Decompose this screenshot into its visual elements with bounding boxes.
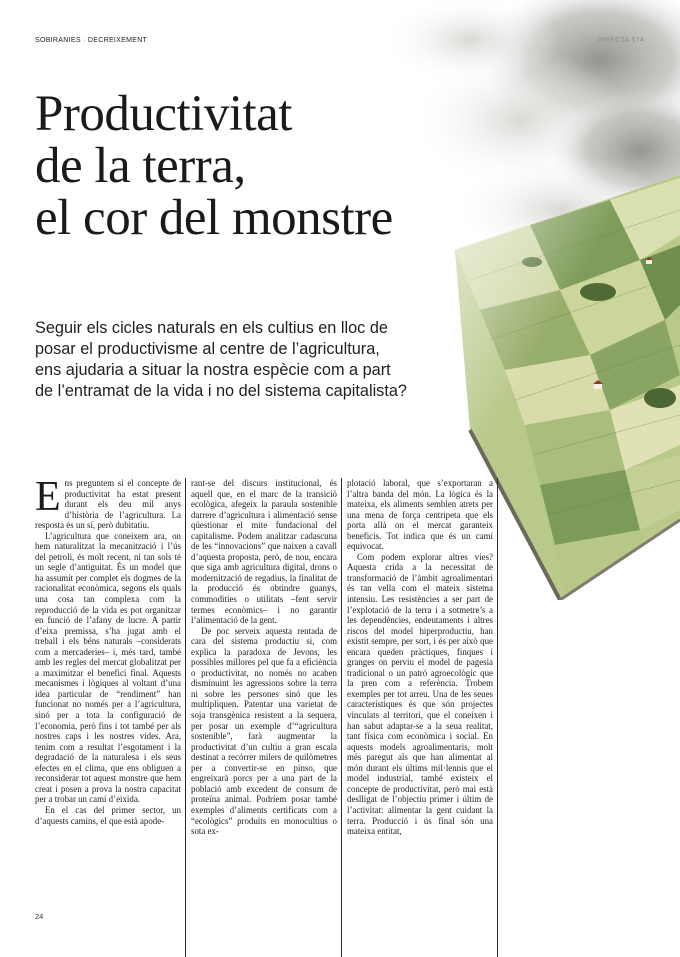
drop-cap: E <box>35 474 61 520</box>
body-paragraph: plotació laboral, que s’exportaran a l’altra banda del món. La lògica és la mateixa, els aliments semblen atrets per una mena de força centrípeta que els porta allà on el mercat garanteix beneficis. Tot indica que és un camí equivocat. <box>347 478 493 552</box>
body-column-1 <box>35 474 181 826</box>
body-paragraph: En el cas del primer sector, un d’aquests camins, el que està apode- <box>35 804 181 826</box>
title-line: el cor del monstre <box>35 190 393 246</box>
article-title <box>35 88 393 244</box>
title-line: de la terra, <box>35 138 246 194</box>
lead-line: ens ajudaria a situar la nostra espècie com a part <box>35 361 391 379</box>
lead-line: de l’entramat de la vida i no del sistema capitalista? <box>35 382 407 400</box>
lead-line: posar el productivisme al centre de l’agricultura, <box>35 340 380 358</box>
column-rule <box>185 478 186 957</box>
lead-line: Seguir els cicles naturals en els cultius en lloc de <box>35 319 388 337</box>
body-paragraph: Com podem explorar altres vies? Aquesta crida a la necessitat de transformació de l’àmbit agroalimentari és tan vella com el mateix sistema intensiu. Les resistències a ser part de l’explotació de la terra i a sotmetre’s a les dependències, endeutaments i altres riscos del model hiperproductiu, han existit sempre, per sort, i és per això que encara queden pràctiques, finques i granges on perviu el model de pagesia tradicional o un patró agroecològic que la pren com a referència. Trobem exemples per tot arreu. Una de les seues característiques és que són projectes vinculats al territori, que el coneixen i han sabut adaptar-se a la seua realitat, tant física com econòmica i social. En aquests models agroalimentaris, molt més paregut als que han alimentat al món durant els últims mil·lennis que el model industrial, també existeix el concepte de productivitat, però mai està deslligat de l’objectiu primer i últim de l’activitat: alimentar la gent cuidant la terra. Producció i ús final són una mateixa entitat, <box>347 551 493 837</box>
body-paragraph: L’agricultura que coneixem ara, on hem naturalitzat la mecanització i l’ús del petroli, és molt recent, ni tan sols té un segle d’antiguitat. És un model que ha assumit per complet els dogmes de la racionalitat econòmica, segons els quals una cosa tan complexa com la reproducció de la vida es pot organitzar en funció de l’afany de lucre. A partir d’eixa premissa, s’ha jugat amb el treball i els béns naturals –considerats com a mercaderies– i, més tard, també amb les regles del mercat globalitzat per a maximitzar el benefici final. Aquests mecanismes i lògiques al voltant d’una idea particular de “rendiment” han funcionat no només per a l’agricultura, sinó per a tota la configuració de l’economia, però fins i tot també per als nostres caps i les nostres vides. Ara, tenim com a resultat l’esgotament i la degradació de la naturalesa i els seus efectes en el clima, que ens obliguen a reconsiderar tot aquest monstre que hem creat i posen a prova la nostra capacitat per a trobar un camí d’eixida. <box>35 530 181 805</box>
article-lead <box>35 318 407 402</box>
body-column-3 <box>347 478 493 837</box>
section-label: SOBIRANIES · DECREIXEMENT <box>35 37 148 44</box>
body-paragraph: De poc serveix aquesta rentada de cara del sistema productiu si, com explica la paradoxa de Jevons, les possibles millores pel que fa a eficiència o productivitat, no només no acaben disminuint les agressions sobre la terra ni sobre les persones sinó que les multipliquen. Patentar una varietat de soja transgènica resistent a la sequera, per posar un exemple d’“agricultura sostenible”, farà augmentar la productivitat d’un cultiu a gran escala destinat a recórrer milers de quilòmetres per a convertir-se en pinso, que engreixarà porcs per a una part de la població amb excedent de consum de proteïna animal. Podríem posar també exemples d’aliments certificats com a “ecològics” produïts en monocultius o sota ex- <box>191 625 337 837</box>
column-rule <box>497 478 498 957</box>
body-column-2 <box>191 478 337 837</box>
body-paragraph: Ens preguntem si el concepte de productivitat ha estat present durant els deu mil anys d’història de l’agricultura. La resposta és un sí, però dubitatiu. <box>35 474 181 531</box>
title-line: Productivitat <box>35 86 292 142</box>
body-paragraph: rant-se del discurs institucional, és aquell que, en el marc de la transició ecològica, afegeix la paraula sostenible darrere d’agricultura i alimentació sense qüestionar el mite fundacional del capitalisme. Podem analitzar cadascuna de les “innovacions” que naixen a cavall d’aquesta proposta, però, de nou, encara que siga amb agricultura digital, drons o modernització de regadius, la finalitat de la producció és obtindre guanys, commodities o utilitats –fent servir termes econòmics– i no garantir l’alimentació de la gent. <box>191 478 337 626</box>
column-rule <box>341 478 342 957</box>
page-number: 24 <box>35 912 44 921</box>
